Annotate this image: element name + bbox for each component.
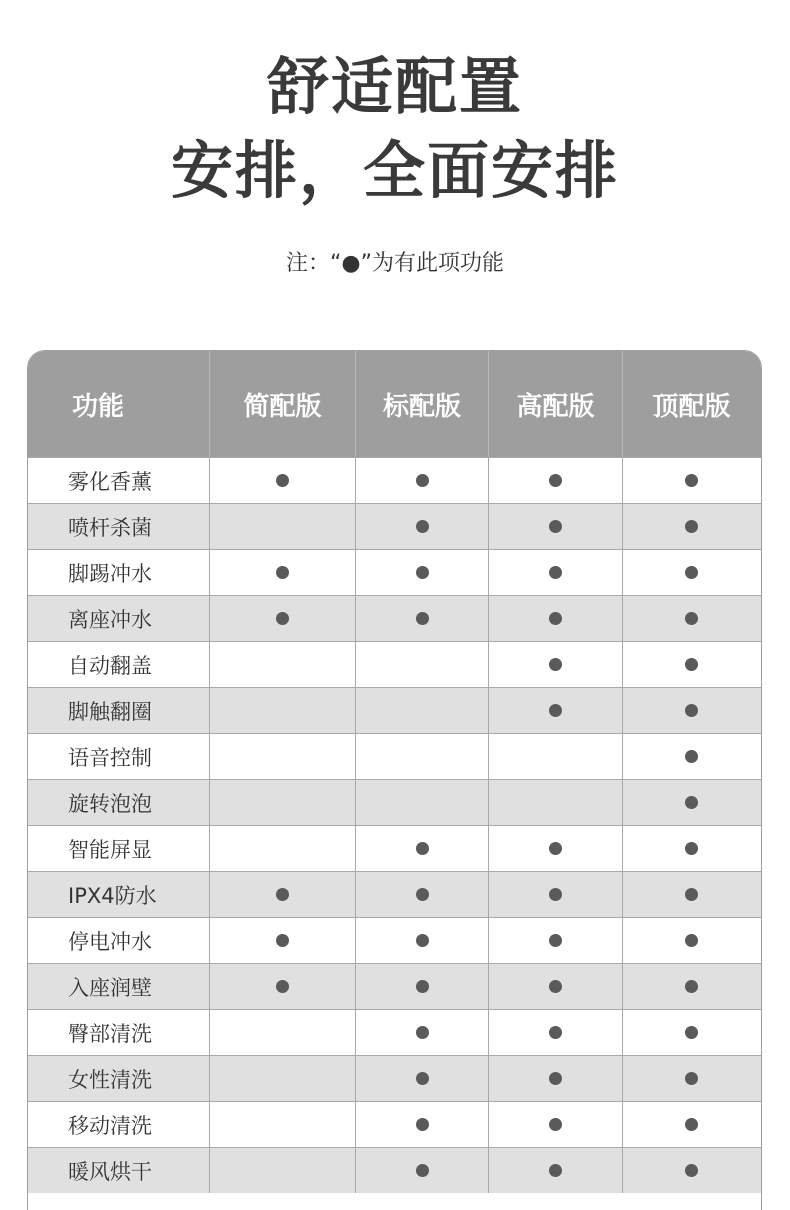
mark-cell-top [623,964,760,1009]
mark-cell-high [489,964,623,1009]
feature-available-dot-icon [685,658,698,671]
mark-cell-high [489,1010,623,1055]
mark-cell-standard [356,780,489,825]
feature-available-dot-icon [416,1026,429,1039]
feature-available-dot-icon [276,888,289,901]
table-row [28,871,761,917]
feature-available-dot-icon [416,1118,429,1131]
table-row [28,1101,761,1147]
mark-cell-basic [210,1148,356,1193]
mark-cell-basic [210,1010,356,1055]
feature-available-dot-icon [685,796,698,809]
mark-cell-top [623,872,760,917]
feature-available-dot-icon [549,888,562,901]
mark-cell-top [623,826,760,871]
mark-cell-top [623,642,760,687]
header-high-edition: 高配版 [489,351,623,457]
feature-name-cell: 旋转泡泡 [28,780,210,825]
feature-available-dot-icon [685,612,698,625]
mark-cell-top [623,596,760,641]
table-row [28,963,761,1009]
page-title-line-2: 安排，全面安排 [170,134,619,207]
feature-available-dot-icon [416,1072,429,1085]
mark-cell-standard [356,1148,489,1193]
mark-cell-high [489,1056,623,1101]
feature-available-dot-icon [276,612,289,625]
feature-available-dot-icon [685,750,698,763]
mark-cell-high [489,642,623,687]
mark-cell-high [489,826,623,871]
feature-name-cell: 暖风烘干 [28,1148,210,1193]
mark-cell-standard [356,826,489,871]
mark-cell-top [623,1056,760,1101]
feature-available-dot-icon [685,1118,698,1131]
mark-cell-top [623,734,760,779]
mark-cell-standard [356,458,489,503]
table-row [28,1147,761,1193]
mark-cell-high [489,596,623,641]
feature-available-dot-icon [549,474,562,487]
table-body [28,457,761,1193]
mark-cell-high [489,872,623,917]
feature-available-dot-icon [416,934,429,947]
mark-cell-basic [210,780,356,825]
table-row [28,1055,761,1101]
feature-name-cell: 脚触翻圈 [28,688,210,733]
feature-available-dot-icon [685,934,698,947]
header-feature: 功能 [28,351,210,457]
table-row [28,549,761,595]
header-standard-edition: 标配版 [356,351,489,457]
feature-name-cell: 脚踢冲水 [28,550,210,595]
mark-cell-standard [356,1010,489,1055]
mark-cell-high [489,458,623,503]
feature-available-dot-icon [549,1164,562,1177]
feature-available-dot-icon [549,658,562,671]
mark-cell-top [623,1148,760,1193]
feature-available-dot-icon [276,474,289,487]
mark-cell-top [623,458,760,503]
feature-available-dot-icon [416,566,429,579]
table-row [28,733,761,779]
mark-cell-high [489,1102,623,1147]
table-row [28,687,761,733]
header-basic-edition: 简配版 [210,351,356,457]
mark-cell-top [623,550,760,595]
mark-cell-basic [210,872,356,917]
feature-available-dot-icon [416,842,429,855]
feature-available-dot-icon [549,520,562,533]
mark-cell-high [489,734,623,779]
feature-available-dot-icon [685,1072,698,1085]
feature-available-dot-icon [416,980,429,993]
table-row [28,825,761,871]
feature-available-dot-icon [549,1118,562,1131]
mark-cell-basic [210,1056,356,1101]
mark-cell-top [623,918,760,963]
feature-available-dot-icon [416,888,429,901]
mark-cell-standard [356,918,489,963]
mark-cell-top [623,688,760,733]
table-row [28,641,761,687]
mark-cell-basic [210,918,356,963]
mark-cell-standard [356,504,489,549]
feature-comparison-table [27,350,762,1210]
table-row [28,1009,761,1055]
feature-available-dot-icon [685,520,698,533]
mark-cell-standard [356,1056,489,1101]
mark-cell-standard [356,964,489,1009]
mark-cell-high [489,504,623,549]
feature-name-cell: 移动清洗 [28,1102,210,1147]
mark-cell-standard [356,872,489,917]
feature-available-dot-icon [549,1026,562,1039]
feature-name-cell: 雾化香薰 [28,458,210,503]
mark-cell-high [489,918,623,963]
mark-cell-standard [356,596,489,641]
mark-cell-top [623,504,760,549]
legend-note: 注：“●”为有此项功能 [286,251,504,276]
header-top-edition: 顶配版 [652,391,731,422]
feature-available-dot-icon [276,934,289,947]
feature-available-dot-icon [549,566,562,579]
feature-name-cell: 入座润壁 [28,964,210,1009]
mark-cell-standard [356,734,489,779]
mark-cell-basic [210,826,356,871]
feature-name-cell: 臀部清洗 [28,1010,210,1055]
table-row [28,595,761,641]
feature-name-cell: IPX4防水 [28,872,210,917]
mark-cell-top [623,1102,760,1147]
feature-available-dot-icon [549,612,562,625]
feature-available-dot-icon [685,566,698,579]
feature-available-dot-icon [276,980,289,993]
feature-available-dot-icon [416,1164,429,1177]
page-title-line-1: 舒适配置 [266,50,523,123]
feature-name-cell: 喷杆杀菌 [28,504,210,549]
feature-available-dot-icon [685,704,698,717]
feature-name-cell: 自动翻盖 [28,642,210,687]
feature-available-dot-icon [549,980,562,993]
feature-available-dot-icon [685,1164,698,1177]
mark-cell-basic [210,642,356,687]
mark-cell-high [489,1148,623,1193]
mark-cell-high [489,688,623,733]
feature-available-dot-icon [416,520,429,533]
table-row [28,503,761,549]
feature-available-dot-icon [416,612,429,625]
table-row [28,917,761,963]
mark-cell-basic [210,734,356,779]
mark-cell-basic [210,504,356,549]
mark-cell-basic [210,1102,356,1147]
table-row [28,779,761,825]
mark-cell-standard [356,642,489,687]
feature-available-dot-icon [685,1026,698,1039]
feature-available-dot-icon [549,934,562,947]
feature-available-dot-icon [276,566,289,579]
table-row [28,457,761,503]
mark-cell-basic [210,550,356,595]
mark-cell-basic [210,964,356,1009]
feature-name-cell: 女性清洗 [28,1056,210,1101]
feature-available-dot-icon [549,842,562,855]
feature-available-dot-icon [685,474,698,487]
feature-name-cell: 离座冲水 [28,596,210,641]
mark-cell-basic [210,458,356,503]
feature-available-dot-icon [416,474,429,487]
mark-cell-basic [210,596,356,641]
feature-name-cell: 停电冲水 [28,918,210,963]
mark-cell-standard [356,1102,489,1147]
table-header-row [28,351,761,457]
mark-cell-high [489,780,623,825]
mark-cell-high [489,550,623,595]
feature-available-dot-icon [549,704,562,717]
feature-available-dot-icon [549,1072,562,1085]
feature-available-dot-icon [685,888,698,901]
mark-cell-top [623,780,760,825]
feature-available-dot-icon [685,980,698,993]
feature-name-cell: 智能屏显 [28,826,210,871]
mark-cell-standard [356,688,489,733]
feature-name-cell: 语音控制 [28,734,210,779]
mark-cell-top [623,1010,760,1055]
mark-cell-basic [210,688,356,733]
feature-available-dot-icon [685,842,698,855]
mark-cell-standard [356,550,489,595]
